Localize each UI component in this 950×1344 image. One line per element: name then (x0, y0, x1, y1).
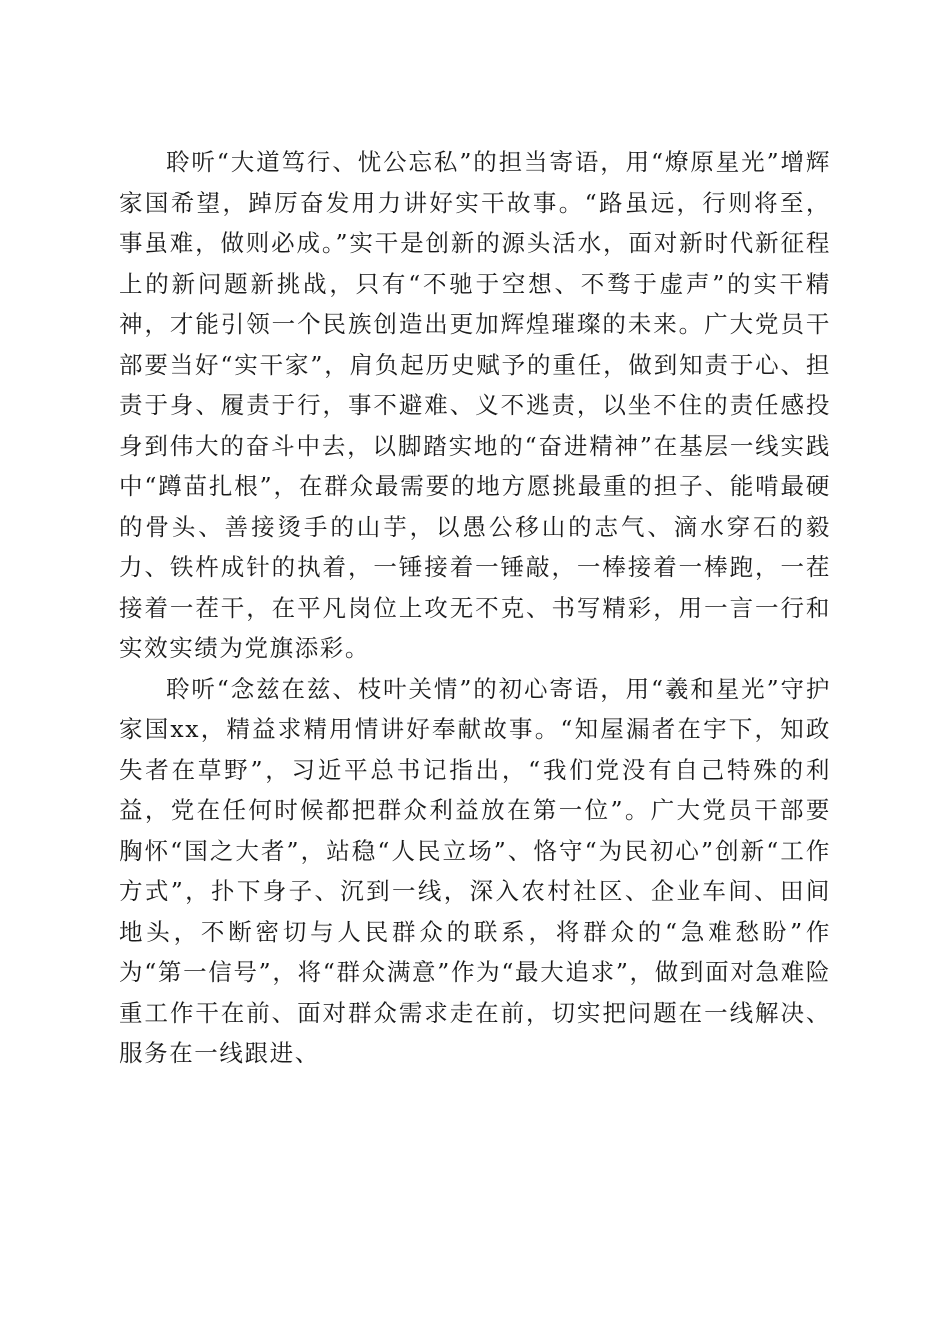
body-text (119, 142, 831, 1074)
paragraph-2: 聆听“念兹在兹、枝叶关情”的初心寄语，用“羲和星光”守护家国xx，精益求精用情讲好奉献故事。“知屋漏者在宇下，知政失者在草野”，习近平总书记指出，“我们党没有自己特殊的利益，党在任何时候都把群众利益放在第一位”。广大党员干部要胸怀“国之大者”，站稳“人民立场”、恪守“为民初心”创新“工作方式”，扑下身子、沉到一线，深入农村社区、企业车间、田间地头，不断密切与人民群众的联系，将群众的“急难愁盼”作为“第一信号”，将“群众满意”作为“最大追求”，做到面对急难险重工作干在前、面对群众需求走在前，切实把问题在一线解决、服务在一线跟进、 (119, 674, 831, 1067)
paragraph-1: 聆听“大道笃行、忧公忘私”的担当寄语，用“燎原星光”增辉家国希望，踔厉奋发用力讲好实干故事。“路虽远，行则将至，事虽难，做则必成。”实干是创新的源头活水，面对新时代新征程上的新问题新挑战，只有“不驰于空想、不骛于虚声”的实干精神，才能引领一个民族创造出更加辉煌璀璨的未来。广大党员干部要当好“实干家”，肩负起历史赋予的重任，做到知责于心、担责于身、履责于行，事不避难、义不逃责，以坐不住的责任感投身到伟大的奋斗中去，以脚踏实地的“奋进精神”在基层一线实践中“蹲苗扎根”，在群众最需要的地方愿挑最重的担子、能啃最硬的骨头、善接烫手的山芋，以愚公移山的志气、滴水穿石的毅力、铁杵成针的执着，一锤接着一锤敲，一棒接着一棒跑，一茬接着一茬干，在平凡岗位上攻无不克、书写精彩，用一言一行和实效实绩为党旗添彩。 (119, 148, 831, 662)
